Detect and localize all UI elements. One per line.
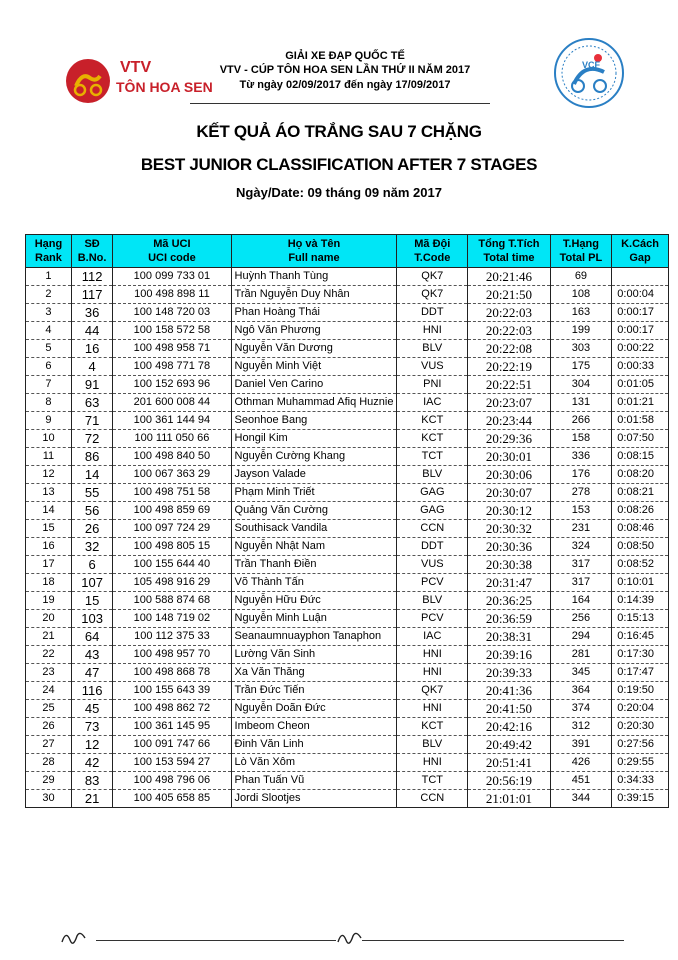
cell-rank: 5: [26, 340, 72, 358]
event-line-3: Từ ngày 02/09/2017 đến ngày 17/09/2017: [239, 79, 451, 91]
logo-vcf-text: VCF: [582, 60, 600, 70]
cell-uci: 100 361 144 94: [113, 412, 231, 430]
table-row: [26, 340, 669, 358]
table-row: [26, 664, 669, 682]
cell-rank: 11: [26, 448, 72, 466]
cell-team: HNI: [397, 646, 468, 664]
cell-pl: 281: [550, 646, 611, 664]
table-row: [26, 304, 669, 322]
cell-time: 20:29:36: [468, 430, 551, 448]
cell-uci: 100 498 958 71: [113, 340, 231, 358]
cell-time: 20:36:25: [468, 592, 551, 610]
cell-gap: 0:20:04: [612, 700, 669, 718]
cell-bno: 72: [71, 430, 112, 448]
cell-team: KCT: [397, 430, 468, 448]
cell-pl: 336: [550, 448, 611, 466]
cell-bno: 26: [71, 520, 112, 538]
cell-team: KCT: [397, 412, 468, 430]
cell-rank: 7: [26, 376, 72, 394]
cell-rank: 10: [26, 430, 72, 448]
cell-gap: 0:08:50: [612, 538, 669, 556]
cell-team: PCV: [397, 610, 468, 628]
cell-time: 21:01:01: [468, 790, 551, 808]
cell-pl: 364: [550, 682, 611, 700]
cell-gap: 0:00:22: [612, 340, 669, 358]
cell-pl: 256: [550, 610, 611, 628]
cell-time: 20:22:19: [468, 358, 551, 376]
cell-bno: 15: [71, 592, 112, 610]
cell-gap: 0:20:30: [612, 718, 669, 736]
table-row: [26, 322, 669, 340]
table-row: [26, 682, 669, 700]
header-divider: [190, 103, 490, 104]
signature-line-1: [96, 940, 336, 941]
cell-time: 20:30:01: [468, 448, 551, 466]
cell-pl: 175: [550, 358, 611, 376]
cell-time: 20:30:36: [468, 538, 551, 556]
cell-team: DDT: [397, 538, 468, 556]
table-row: [26, 628, 669, 646]
cell-bno: 42: [71, 754, 112, 772]
cell-name: Seonhoe Bang: [231, 412, 397, 430]
cell-uci: 100 067 363 29: [113, 466, 231, 484]
col-time-header: Tổng T.Tích Total time: [468, 235, 551, 268]
cell-uci: 100 588 874 68: [113, 592, 231, 610]
cell-gap: 0:16:45: [612, 628, 669, 646]
table-row: [26, 484, 669, 502]
cell-uci: 100 361 145 95: [113, 718, 231, 736]
cell-rank: 19: [26, 592, 72, 610]
cell-gap: 0:39:15: [612, 790, 669, 808]
cell-name: Nguyễn Văn Dương: [231, 340, 397, 358]
cell-name: Daniel Ven Carino: [231, 376, 397, 394]
cell-uci: 100 405 658 85: [113, 790, 231, 808]
cell-pl: 199: [550, 322, 611, 340]
table-row: [26, 754, 669, 772]
cell-time: 20:30:38: [468, 556, 551, 574]
cell-gap: 0:29:55: [612, 754, 669, 772]
results-table: [25, 234, 669, 808]
cell-team: HNI: [397, 700, 468, 718]
title-english: BEST JUNIOR CLASSIFICATION AFTER 7 STAGES: [140, 155, 538, 174]
cell-pl: 312: [550, 718, 611, 736]
cell-time: 20:21:50: [468, 286, 551, 304]
cell-pl: 391: [550, 736, 611, 754]
cell-name: Xa Văn Thăng: [231, 664, 397, 682]
cell-pl: 278: [550, 484, 611, 502]
cell-bno: 45: [71, 700, 112, 718]
cell-gap: 0:08:46: [612, 520, 669, 538]
cell-pl: 317: [550, 556, 611, 574]
cell-team: PCV: [397, 574, 468, 592]
cell-name: Trần Nguyễn Duy Nhân: [231, 286, 397, 304]
cell-time: 20:23:07: [468, 394, 551, 412]
cell-pl: 158: [550, 430, 611, 448]
cell-uci: 100 091 747 66: [113, 736, 231, 754]
cell-gap: 0:00:17: [612, 304, 669, 322]
table-row: [26, 412, 669, 430]
cell-uci: 100 498 862 72: [113, 700, 231, 718]
cell-pl: 108: [550, 286, 611, 304]
logo-tonhoasen-text: TÔN HOA SEN: [116, 79, 213, 95]
title-vietnamese: KẾT QUẢ ÁO TRẮNG SAU 7 CHẶNG: [196, 122, 482, 141]
cell-name: Huỳnh Thanh Tùng: [231, 268, 397, 286]
cell-rank: 28: [26, 754, 72, 772]
cell-pl: 266: [550, 412, 611, 430]
cell-gap: 0:01:05: [612, 376, 669, 394]
cell-name: Othman Muhammad Afiq Huznie: [231, 394, 397, 412]
cell-uci: 100 498 751 58: [113, 484, 231, 502]
cell-team: GAG: [397, 484, 468, 502]
cell-uci: 100 097 724 29: [113, 520, 231, 538]
cell-name: Ngô Văn Phương: [231, 322, 397, 340]
cell-uci: 105 498 916 29: [113, 574, 231, 592]
cell-name: Seanaumnuayphon Tanaphon: [231, 628, 397, 646]
cell-name: Trần Thanh Điền: [231, 556, 397, 574]
cell-gap: [612, 268, 669, 286]
cell-gap: 0:00:33: [612, 358, 669, 376]
table-row: [26, 592, 669, 610]
cell-uci: 100 111 050 66: [113, 430, 231, 448]
cell-team: TCT: [397, 448, 468, 466]
cell-bno: 116: [71, 682, 112, 700]
result-date: Ngày/Date: 09 tháng 09 năm 2017: [236, 185, 442, 200]
cell-bno: 103: [71, 610, 112, 628]
cell-time: 20:21:46: [468, 268, 551, 286]
cell-bno: 12: [71, 736, 112, 754]
cell-pl: 324: [550, 538, 611, 556]
cell-time: 20:22:51: [468, 376, 551, 394]
cell-pl: 164: [550, 592, 611, 610]
cell-rank: 9: [26, 412, 72, 430]
cell-gap: 0:17:30: [612, 646, 669, 664]
cell-pl: 304: [550, 376, 611, 394]
cell-pl: 176: [550, 466, 611, 484]
cell-uci: 100 158 572 58: [113, 322, 231, 340]
cell-uci: 100 498 898 11: [113, 286, 231, 304]
cell-name: Nguyễn Minh Việt: [231, 358, 397, 376]
cell-time: 20:41:50: [468, 700, 551, 718]
table-row: [26, 646, 669, 664]
cell-rank: 18: [26, 574, 72, 592]
cell-rank: 1: [26, 268, 72, 286]
cell-gap: 0:01:58: [612, 412, 669, 430]
cell-time: 20:51:41: [468, 754, 551, 772]
cell-uci: 100 099 733 01: [113, 268, 231, 286]
cell-team: CCN: [397, 790, 468, 808]
cell-uci: 100 148 719 02: [113, 610, 231, 628]
cell-rank: 30: [26, 790, 72, 808]
cell-rank: 12: [26, 466, 72, 484]
cell-rank: 23: [26, 664, 72, 682]
cell-bno: 4: [71, 358, 112, 376]
cell-time: 20:23:44: [468, 412, 551, 430]
cell-name: Nguyễn Minh Luận: [231, 610, 397, 628]
cell-name: Trần Đức Tiến: [231, 682, 397, 700]
cell-bno: 32: [71, 538, 112, 556]
cell-team: HNI: [397, 322, 468, 340]
cell-gap: 0:08:26: [612, 502, 669, 520]
table-row: [26, 448, 669, 466]
cell-gap: 0:19:50: [612, 682, 669, 700]
cell-name: Đinh Văn Linh: [231, 736, 397, 754]
signature-line-2: [362, 940, 624, 941]
cell-rank: 3: [26, 304, 72, 322]
cell-team: QK7: [397, 268, 468, 286]
cell-time: 20:56:19: [468, 772, 551, 790]
cell-gap: 0:34:33: [612, 772, 669, 790]
cell-bno: 73: [71, 718, 112, 736]
signature-mark-icon: [60, 928, 90, 946]
cell-rank: 17: [26, 556, 72, 574]
table-header-row: [26, 235, 669, 268]
table-row: [26, 736, 669, 754]
table-row: [26, 538, 669, 556]
cell-pl: 163: [550, 304, 611, 322]
table-row: [26, 286, 669, 304]
cell-pl: 294: [550, 628, 611, 646]
cell-bno: 83: [71, 772, 112, 790]
table-row: [26, 556, 669, 574]
cell-pl: 344: [550, 790, 611, 808]
cell-pl: 426: [550, 754, 611, 772]
cell-team: BLV: [397, 736, 468, 754]
col-team-header: Mã Đội T.Code: [397, 235, 468, 268]
table-row: [26, 790, 669, 808]
cell-time: 20:30:06: [468, 466, 551, 484]
table-row: [26, 466, 669, 484]
cell-team: QK7: [397, 286, 468, 304]
cell-uci: 100 498 805 15: [113, 538, 231, 556]
cell-bno: 47: [71, 664, 112, 682]
cell-time: 20:49:42: [468, 736, 551, 754]
cell-pl: 303: [550, 340, 611, 358]
cell-uci: 201 600 008 44: [113, 394, 231, 412]
cell-team: GAG: [397, 502, 468, 520]
cell-name: Nguyễn Doãn Đức: [231, 700, 397, 718]
cell-uci: 100 155 644 40: [113, 556, 231, 574]
cell-bno: 14: [71, 466, 112, 484]
cell-gap: 0:10:01: [612, 574, 669, 592]
cell-team: PNI: [397, 376, 468, 394]
cell-rank: 2: [26, 286, 72, 304]
cell-gap: 0:27:56: [612, 736, 669, 754]
cell-bno: 36: [71, 304, 112, 322]
cell-rank: 6: [26, 358, 72, 376]
cell-uci: 100 498 840 50: [113, 448, 231, 466]
cell-rank: 21: [26, 628, 72, 646]
cell-bno: 44: [71, 322, 112, 340]
cell-team: BLV: [397, 592, 468, 610]
signature-mark-icon: [336, 928, 366, 946]
cell-name: Lường Văn Sinh: [231, 646, 397, 664]
cell-team: IAC: [397, 394, 468, 412]
cell-rank: 25: [26, 700, 72, 718]
cell-name: Lò Văn Xôm: [231, 754, 397, 772]
cell-uci: 100 112 375 33: [113, 628, 231, 646]
cell-bno: 6: [71, 556, 112, 574]
cell-name: Phạm Minh Triết: [231, 484, 397, 502]
cell-rank: 24: [26, 682, 72, 700]
col-bno-header: SĐ B.No.: [71, 235, 112, 268]
cell-team: VUS: [397, 556, 468, 574]
cell-gap: 0:08:52: [612, 556, 669, 574]
cell-team: CCN: [397, 520, 468, 538]
table-row: [26, 502, 669, 520]
table-row: [26, 718, 669, 736]
cell-gap: 0:08:15: [612, 448, 669, 466]
cell-pl: 69: [550, 268, 611, 286]
cell-time: 20:22:03: [468, 304, 551, 322]
event-line-1: GIẢI XE ĐẠP QUỐC TẾ: [285, 50, 405, 62]
cell-team: VUS: [397, 358, 468, 376]
cell-pl: 153: [550, 502, 611, 520]
cell-name: Nguyễn Hữu Đức: [231, 592, 397, 610]
cell-team: BLV: [397, 340, 468, 358]
cell-time: 20:38:31: [468, 628, 551, 646]
table-row: [26, 268, 669, 286]
cell-bno: 107: [71, 574, 112, 592]
cell-team: KCT: [397, 718, 468, 736]
cell-name: Jayson Valade: [231, 466, 397, 484]
cell-name: Hongil Kim: [231, 430, 397, 448]
cell-name: Southisack Vandila: [231, 520, 397, 538]
cell-name: Nguyễn Nhật Nam: [231, 538, 397, 556]
table-row: [26, 358, 669, 376]
cell-team: BLV: [397, 466, 468, 484]
table-row: [26, 610, 669, 628]
cell-bno: 86: [71, 448, 112, 466]
cell-bno: 64: [71, 628, 112, 646]
vcf-logo: [552, 36, 626, 110]
cell-uci: 100 498 859 69: [113, 502, 231, 520]
cell-pl: 131: [550, 394, 611, 412]
cell-team: TCT: [397, 772, 468, 790]
cell-time: 20:36:59: [468, 610, 551, 628]
table-row: [26, 700, 669, 718]
cell-team: DDT: [397, 304, 468, 322]
col-name-header: Họ và Tên Full name: [231, 235, 397, 268]
cell-name: Phan Tuấn Vũ: [231, 772, 397, 790]
cell-bno: 91: [71, 376, 112, 394]
cell-rank: 20: [26, 610, 72, 628]
col-pl-header: T.Hạng Total PL: [550, 235, 611, 268]
cell-time: 20:42:16: [468, 718, 551, 736]
cell-bno: 71: [71, 412, 112, 430]
cell-time: 20:39:16: [468, 646, 551, 664]
col-rank-header: Hạng Rank: [26, 235, 72, 268]
cell-rank: 8: [26, 394, 72, 412]
cell-rank: 15: [26, 520, 72, 538]
cell-gap: 0:01:21: [612, 394, 669, 412]
cell-pl: 231: [550, 520, 611, 538]
cell-time: 20:30:07: [468, 484, 551, 502]
cell-team: QK7: [397, 682, 468, 700]
cell-uci: 100 153 594 27: [113, 754, 231, 772]
cell-team: IAC: [397, 628, 468, 646]
col-gap-header: K.Cách Gap: [612, 235, 669, 268]
cell-uci: 100 498 868 78: [113, 664, 231, 682]
col-uci-header: Mã UCI UCI code: [113, 235, 231, 268]
cell-pl: 345: [550, 664, 611, 682]
logo-vtv-text: VTV: [120, 59, 152, 76]
cell-bno: 117: [71, 286, 112, 304]
cell-name: Quảng Văn Cường: [231, 502, 397, 520]
cell-bno: 21: [71, 790, 112, 808]
cell-name: Phan Hoàng Thái: [231, 304, 397, 322]
cell-name: Jordi Slootjes: [231, 790, 397, 808]
cell-rank: 14: [26, 502, 72, 520]
cell-pl: 451: [550, 772, 611, 790]
cell-time: 20:31:47: [468, 574, 551, 592]
table-row: [26, 394, 669, 412]
cell-bno: 16: [71, 340, 112, 358]
cell-time: 20:39:33: [468, 664, 551, 682]
table-row: [26, 520, 669, 538]
cell-rank: 4: [26, 322, 72, 340]
cell-bno: 112: [71, 268, 112, 286]
cell-gap: 0:08:20: [612, 466, 669, 484]
cell-time: 20:22:08: [468, 340, 551, 358]
cell-team: HNI: [397, 664, 468, 682]
cell-bno: 56: [71, 502, 112, 520]
cell-bno: 63: [71, 394, 112, 412]
event-line-2: VTV - CÚP TÔN HOA SEN LẦN THỨ II NĂM 2017: [219, 64, 471, 76]
cell-rank: 13: [26, 484, 72, 502]
cell-gap: 0:08:21: [612, 484, 669, 502]
cell-time: 20:22:03: [468, 322, 551, 340]
cell-bno: 55: [71, 484, 112, 502]
cell-rank: 26: [26, 718, 72, 736]
cell-gap: 0:17:47: [612, 664, 669, 682]
table-row: [26, 376, 669, 394]
cell-bno: 43: [71, 646, 112, 664]
cell-gap: 0:00:04: [612, 286, 669, 304]
cell-uci: 100 152 693 96: [113, 376, 231, 394]
cell-time: 20:41:36: [468, 682, 551, 700]
cell-gap: 0:07:50: [612, 430, 669, 448]
cell-uci: 100 155 643 39: [113, 682, 231, 700]
cell-uci: 100 498 957 70: [113, 646, 231, 664]
cell-time: 20:30:32: [468, 520, 551, 538]
cell-rank: 27: [26, 736, 72, 754]
table-row: [26, 574, 669, 592]
cell-gap: 0:15:13: [612, 610, 669, 628]
cell-uci: 100 148 720 03: [113, 304, 231, 322]
cell-team: HNI: [397, 754, 468, 772]
cell-pl: 317: [550, 574, 611, 592]
table-row: [26, 772, 669, 790]
cell-uci: 100 498 796 06: [113, 772, 231, 790]
cell-gap: 0:14:39: [612, 592, 669, 610]
cell-rank: 16: [26, 538, 72, 556]
cell-name: Imbeom Cheon: [231, 718, 397, 736]
cell-name: Nguyễn Cường Khang: [231, 448, 397, 466]
cell-gap: 0:00:17: [612, 322, 669, 340]
cell-time: 20:30:12: [468, 502, 551, 520]
table-row: [26, 430, 669, 448]
cell-rank: 22: [26, 646, 72, 664]
cell-uci: 100 498 771 78: [113, 358, 231, 376]
cell-name: Võ Thành Tấn: [231, 574, 397, 592]
cell-pl: 374: [550, 700, 611, 718]
cell-rank: 29: [26, 772, 72, 790]
